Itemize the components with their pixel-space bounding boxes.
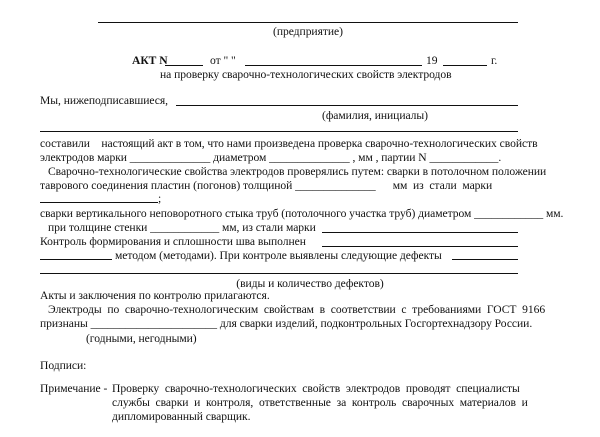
signatories-field-2[interactable] xyxy=(40,131,518,132)
defects-field[interactable] xyxy=(452,259,518,260)
brand-line: электродов марки ______________ диаметром ______________ , мм , партии N ____________. xyxy=(40,151,502,164)
defects-caption: (виды и количество дефектов) xyxy=(236,277,384,290)
note-line: дипломированный сварщик. xyxy=(112,410,251,423)
act-title: АКТ N xyxy=(132,54,168,67)
method-field[interactable] xyxy=(40,259,112,260)
act-date-field[interactable] xyxy=(245,65,422,66)
control-field[interactable] xyxy=(322,246,518,247)
signatories-label: Мы, нижеподписавшиеся, xyxy=(40,94,169,107)
names-caption: (фамилия, инициалы) xyxy=(322,109,428,122)
properties-line: Сварочно-технологические свойства электродов проверялись путем: сварки в потолочном положении xyxy=(48,165,547,178)
act-number-field[interactable] xyxy=(165,65,203,66)
composed-line: составили настоящий акт в том, что нами произведена проверка сварочно-технологических свойств xyxy=(40,137,538,150)
method-line: методом (методами). При контроле выявлены следующие дефекты xyxy=(115,249,442,262)
note-line: Проверку сварочно-технологических свойств электродов проводят специалисты xyxy=(112,382,520,395)
act-year-field[interactable] xyxy=(443,65,487,66)
electrodes-line: Электроды по сварочно-технологическим свойствам в соответствии с требованиями ГОСТ 9166 xyxy=(48,303,546,316)
vertical-joint-line: сварки вертикального неповоротного стыка труб (потолочного участка труб) диаметром ____________ мм. xyxy=(40,207,564,220)
act-date-from: от " " xyxy=(210,54,236,67)
tee-joint-line: таврового соединения пластин (погонов) толщиной ______________ мм из стали марки xyxy=(40,179,493,192)
fit-caption: (годными, негодными) xyxy=(86,332,197,345)
wall-thickness-line: при толщине стенки ____________ мм, из стали марки xyxy=(48,221,316,234)
defects-field-2[interactable] xyxy=(40,273,518,274)
acts-attached-line: Акты и заключения по контролю прилагаются. xyxy=(40,289,270,302)
note-line: службы сварки и контроля, ответственные за контроль сварочных материалов и xyxy=(112,396,528,409)
recognized-line: признаны ______________________ для сварки изделий, подконтрольных Госгортехнадзору России. xyxy=(40,317,533,330)
semicolon-mark: ; xyxy=(158,192,162,205)
wall-steel-field[interactable] xyxy=(322,232,518,233)
enterprise-underline xyxy=(98,22,518,23)
enterprise-caption: (предприятие) xyxy=(273,25,343,38)
control-line: Контроль формирования и сплошности шва выполнен xyxy=(40,235,306,248)
act-year-prefix: 19 xyxy=(426,54,438,67)
steel-grade-field[interactable] xyxy=(40,202,158,203)
signatories-field[interactable] xyxy=(176,105,518,106)
act-year-suffix: г. xyxy=(491,54,498,67)
signatures-label: Подписи: xyxy=(40,359,87,372)
note-label: Примечание - xyxy=(40,382,108,395)
act-subtitle: на проверку сварочно-технологических свойств электродов xyxy=(160,68,452,81)
